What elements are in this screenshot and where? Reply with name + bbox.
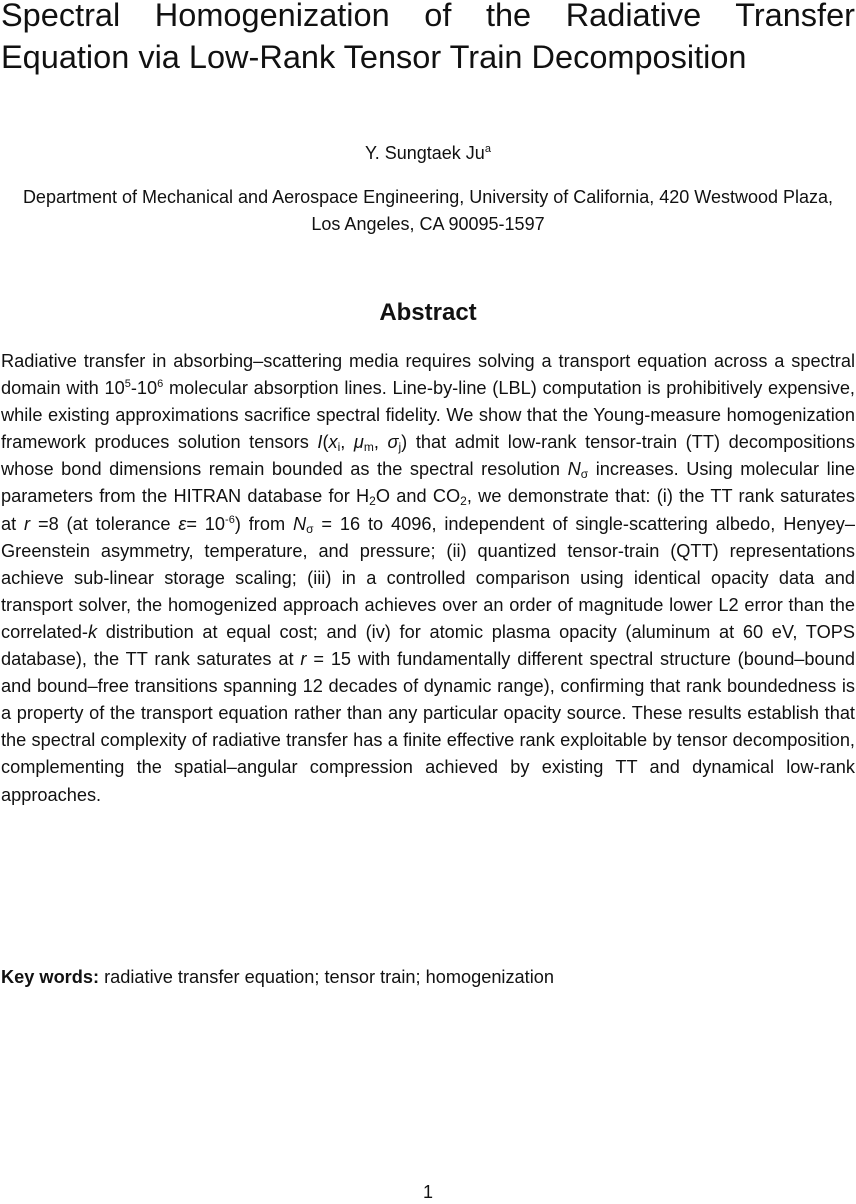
abstract-text: -10 — [130, 378, 158, 399]
subscript: i — [337, 440, 341, 455]
exponent: -6 — [225, 513, 235, 526]
exponent: 5 — [124, 378, 131, 391]
abstract-text: Radiative transfer in absorbing–scattering media requires solving a transport equation across a spectral domain with 10 — [1, 351, 855, 399]
math-symbol: k — [87, 621, 98, 642]
subscript: σ — [306, 521, 314, 536]
subscript: j — [398, 440, 402, 455]
abstract-text: ) from — [234, 513, 293, 534]
math-symbol: r — [24, 513, 31, 534]
subscript: 2 — [460, 494, 467, 509]
abstract-text: = 10 — [186, 513, 226, 534]
abstract-text: = 16 to 4096, independent of single-scattering albedo, Henyey–Greenstein asymmetry, temperature, and pressure; (ii) quantized tensor-train (QTT) representations achieve sub-linear storage scaling; (iii) in a controlled comparison using identical opacity data and transport solver, the homogenized approach achieves over an order of magnitude lower L2 error than the correlated- — [1, 513, 855, 642]
math-symbol: r — [300, 649, 307, 670]
abstract-text: O and CO — [375, 486, 461, 507]
paper-title: Spectral Homogenization of the Radiative Transfer Equation via Low-Rank Tensor Train Decomposition — [1, 0, 855, 75]
abstract-heading: Abstract — [379, 299, 477, 326]
math-symbol: μ — [353, 432, 364, 453]
author-line — [0, 141, 856, 165]
abstract-body — [1, 348, 855, 809]
author-name: Y. Sungtaek Ju — [365, 143, 485, 163]
abstract-text: , — [340, 432, 354, 453]
abstract-text: increases. Using molecular line parameters from the HITRAN database for H — [1, 459, 855, 507]
math-symbol: ε — [178, 513, 187, 534]
abstract-text: , we demonstrate that: (i) the TT rank saturates at — [1, 486, 855, 534]
affiliation-mark: a — [484, 143, 491, 155]
subscript: σ — [580, 467, 589, 482]
math-symbol: N — [567, 459, 581, 480]
abstract-text: =8 (at tolerance — [30, 513, 179, 534]
subscript: m — [363, 440, 374, 455]
math-symbol: I — [317, 432, 323, 453]
abstract-text: = 15 with fundamentally different spectral structure (bound–bound and bound–free transitions spanning 12 decades of dynamic range), confirming that rank boundedness is a property of the transport equation rather than any particular opacity source. These results establish that the spectral complexity of radiative transfer has a finite effective rank exploitable by tensor decomposition, complementing the spatial–angular compression achieved by existing TT and dynamical low-rank approaches. — [1, 649, 855, 805]
keywords-label: Key words: — [1, 967, 100, 987]
page-number: 1 — [422, 1182, 433, 1202]
math-symbol: σ — [387, 432, 399, 453]
abstract-text: distribution at equal cost; and (iv) for atomic plasma opacity (aluminum at 60 eV, TOPS database), the TT rank saturates at — [1, 621, 855, 670]
author-affiliation: Department of Mechanical and Aerospace Engineering, University of California, 420 Westwood Plaza, Los Angeles, CA 90095-1597 — [22, 187, 834, 234]
abstract-text: ( — [322, 432, 329, 453]
abstract-text: , — [373, 432, 388, 453]
abstract-text: ) that admit low-rank tensor-train (TT) decompositions whose bond dimensions remain bounded as the spectral resolution — [1, 432, 855, 480]
keywords-line — [1, 964, 855, 990]
math-symbol: N — [292, 513, 307, 534]
abstract-text: molecular absorption lines. Line-by-line (LBL) computation is prohibitively expensive, while existing approximations sacrifice spectral fidelity. We show that the Young-measure homogenization framework produces solution tensors — [1, 378, 855, 453]
math-symbol: x — [328, 432, 338, 453]
keywords-text: radiative transfer equation; tensor train; homogenization — [99, 967, 555, 987]
subscript: 2 — [369, 494, 376, 509]
exponent: 6 — [157, 378, 164, 391]
